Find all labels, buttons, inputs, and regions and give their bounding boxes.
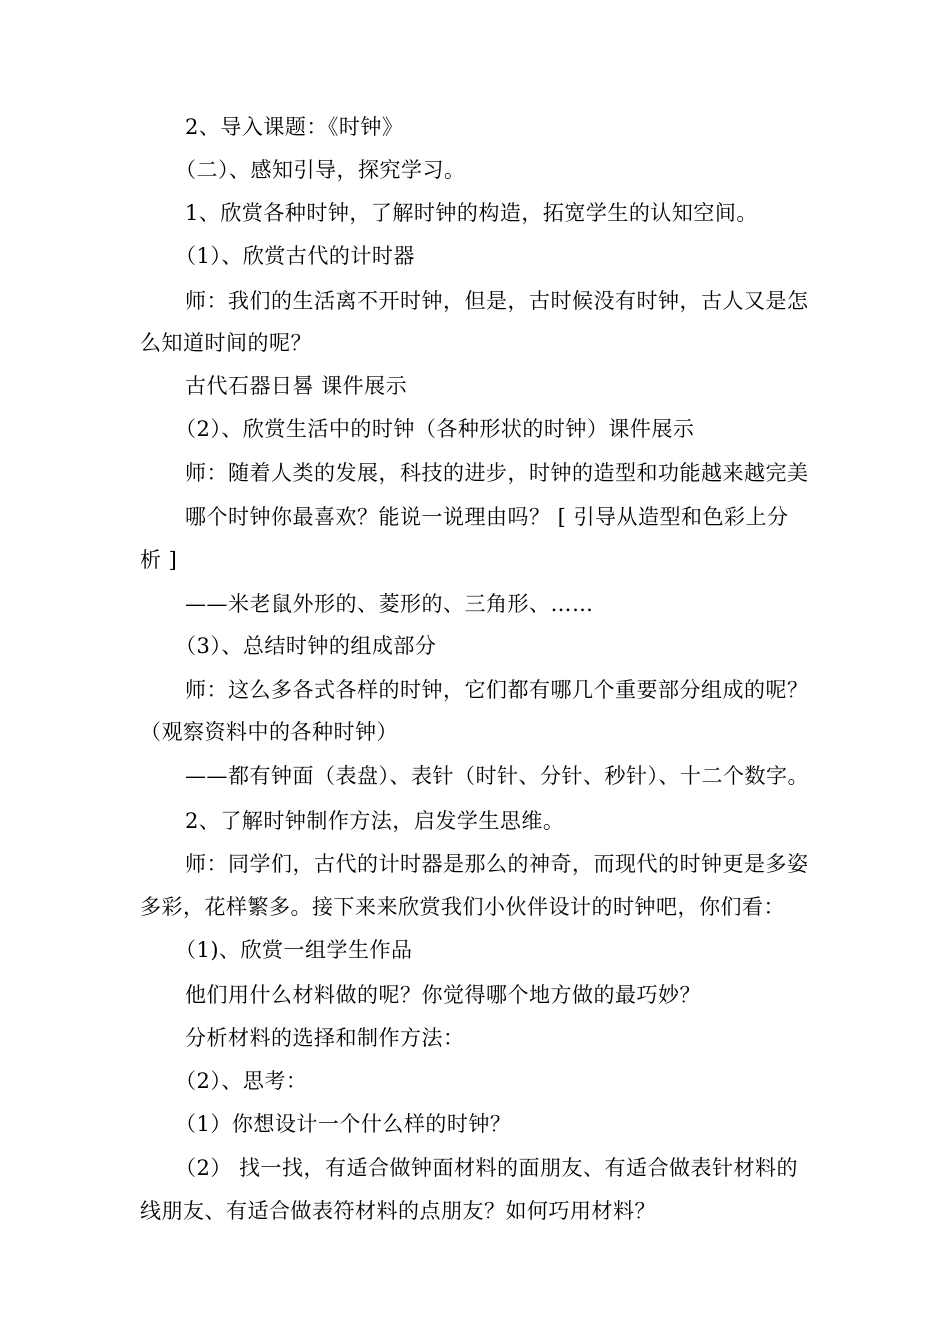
- paragraph-line: ——都有钟面（表盘）、表针（时针、分针、秒针）、十二个数字。: [185, 764, 809, 788]
- paragraph-line: 线朋友、有适合做表符材料的点朋友？如何巧用材料？: [140, 1199, 656, 1223]
- paragraph-line: （观察资料中的各种时钟）: [140, 720, 398, 744]
- paragraph-line: 师：我们的生活离不开时钟，但是，古时候没有时钟，古人又是怎: [185, 289, 809, 313]
- paragraph-line: 分析材料的选择和制作方法：: [185, 1026, 465, 1050]
- item-heading-ancient-timers: （1）、欣赏古代的计时器: [175, 244, 415, 268]
- paragraph-line: 师：随着人类的发展，科技的进步，时钟的造型和功能越来越完美: [185, 461, 809, 485]
- paragraph-line: 析 ]: [140, 548, 178, 572]
- paragraph-line: 师：这么多各式各样的时钟，它们都有哪几个重要部分组成的呢？: [185, 678, 809, 702]
- paragraph-line: 么知道时间的呢？: [140, 331, 312, 355]
- section-heading-perception: （二）、感知引导，探究学习。: [175, 158, 466, 182]
- item-heading-think: （2）、思考：: [175, 1069, 308, 1093]
- subsection-heading-appreciate-clocks: 1、欣赏各种时钟，了解时钟的构造，拓宽学生的认知空间。: [185, 201, 758, 225]
- paragraph-line: ——米老鼠外形的、菱形的、三角形、……: [185, 592, 594, 616]
- paragraph-line: 师：同学们，古代的计时器是那么的神奇，而现代的时钟更是多姿: [185, 852, 809, 876]
- paragraph-line: 古代石器日晷 课件展示: [185, 374, 408, 398]
- item-heading-clock-parts: （3）、总结时钟的组成部分: [175, 634, 437, 658]
- item-heading-daily-clocks: （2）、欣赏生活中的时钟（各种形状的时钟）课件展示: [175, 417, 695, 441]
- paragraph-line: 他们用什么材料做的呢？你觉得哪个地方做的最巧妙？: [185, 983, 701, 1007]
- subsection-heading-making-method: 2、了解时钟制作方法，启发学生思维。: [185, 809, 565, 833]
- paragraph-line: 多彩，花样繁多。接下来来欣赏我们小伙伴设计的时钟吧，你们看：: [140, 895, 785, 919]
- item-heading-student-works: （1)、欣赏一组学生作品: [175, 938, 413, 962]
- question-line: （1）你想设计一个什么样的时钟？: [175, 1112, 512, 1136]
- section-heading-import-topic: 2、导入课题：《时钟》: [185, 115, 404, 139]
- paragraph-line: 哪个时钟你最喜欢？能说一说理由吗？ [ 引导从造型和色彩上分: [185, 505, 789, 529]
- question-line: （2） 找一找，有适合做钟面材料的面朋友、有适合做表针材料的: [175, 1156, 799, 1180]
